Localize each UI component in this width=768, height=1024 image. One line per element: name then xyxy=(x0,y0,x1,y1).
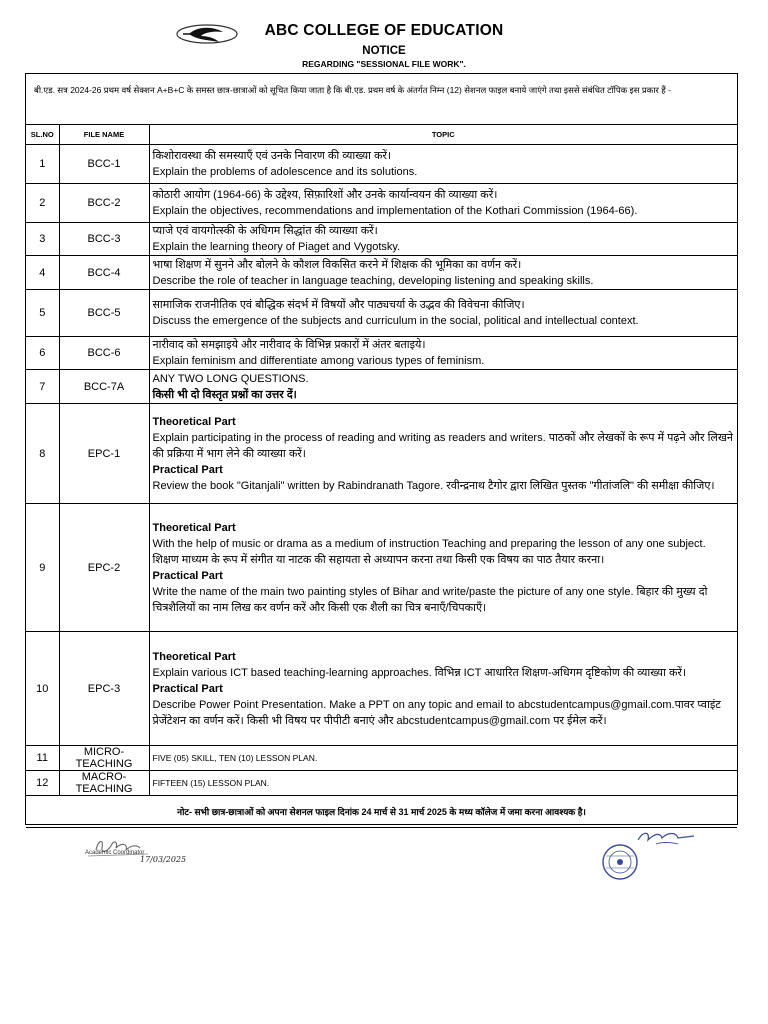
topic-line: सामाजिक राजनीतिक एवं बौद्धिक संदर्भ में विषयों और पाठ्यचर्या के उद्भव की विवेचना कीजिए। xyxy=(152,299,525,311)
topic-line: कोठारी आयोग (1964-66) के उद्देश्य, सिफ़ारिशों और उनके कार्यान्वयन की व्याख्या करें। xyxy=(152,189,498,201)
row-file-name: MICRO-TEACHING xyxy=(59,746,149,771)
table-header-row xyxy=(26,125,737,145)
row-topic xyxy=(149,632,737,746)
topic-heading: Practical Part xyxy=(152,463,223,476)
table-row xyxy=(26,404,737,504)
college-name: ABC COLLEGE OF EDUCATION xyxy=(264,22,504,39)
row-sl-no: 1 xyxy=(26,145,59,184)
topic-line: FIFTEEN (15) LESSON PLAN. xyxy=(152,778,270,788)
signature-title: Academic Coordinator xyxy=(85,850,145,856)
row-sl-no: 12 xyxy=(26,771,59,796)
topic-heading: Practical Part xyxy=(152,569,223,582)
row-topic xyxy=(149,184,737,223)
intro-paragraph: बी.एड. सत्र 2024-26 प्रथम वर्ष सेक्शन A+B+C के समस्त छात्र-छात्राओं को सूचित किया जाता है कि बी.एड. प्रथम वर्ष के अंतर्गत निम्न (12) सेशनल फाइल बनाये जाएंगे तथा इससे संबंधित टॉपिक इस प्रकार हैं - xyxy=(26,74,737,125)
topic-line: Write the name of the main two painting styles of Bihar and write/paste the picture of any one style. बिहार की मुख्य दो चित्रशैलियों का नाम लिख कर वर्णन करें और किसी एक शैली का चित्र बनाएँ/चिपकाएँ। xyxy=(152,585,708,614)
footer-note-row xyxy=(26,796,737,828)
row-topic xyxy=(149,771,737,796)
notice-subject: REGARDING "SESSIONAL FILE WORK". xyxy=(302,59,466,69)
topic-line: With the help of music or drama as a medium of instruction Teaching and preparing the lesson of any one subject. शिक्षण माध्यम के रूप में संगीत या नाटक की सहायता से अध्यापन करना तथा किसी एक विषय का पाठ तैयार करना। xyxy=(152,537,706,566)
row-file-name: BCC-4 xyxy=(59,256,149,290)
topic-line: Describe Power Point Presentation. Make a PPT on any topic and email to abcstudentcampus@gmail.com.पावर प्वाइंट प्रेजेंटेशन का वर्णन करें। किसी भी विषय पर पीपीटी बनाएं और abcstudentcampus@gmail.com पर ईमेल करें। xyxy=(152,698,721,727)
row-file-name: BCC-6 xyxy=(59,337,149,370)
table-row xyxy=(26,337,737,370)
header-topic: TOPIC xyxy=(149,125,737,145)
header-file-name: FILE NAME xyxy=(59,125,149,145)
table-row xyxy=(26,771,737,796)
topic-line: Explain the problems of adolescence and its solutions. xyxy=(152,166,418,178)
row-file-name: EPC-2 xyxy=(59,504,149,632)
row-sl-no: 11 xyxy=(26,746,59,771)
row-topic xyxy=(149,256,737,290)
table-row xyxy=(26,504,737,632)
row-file-name: EPC-1 xyxy=(59,404,149,504)
topic-line: Review the book "Gitanjali" written by Rabindranath Tagore. रवीन्द्रनाथ टैगोर द्वारा लिखित पुस्तक "गीतांजलि" की समीक्षा कीजिए। xyxy=(152,479,715,492)
topic-line: ANY TWO LONG QUESTIONS. xyxy=(152,373,309,385)
signature-date: 17/03/2025 xyxy=(140,855,187,864)
row-file-name: BCC-2 xyxy=(59,184,149,223)
row-sl-no: 3 xyxy=(26,223,59,256)
topic-line: भाषा शिक्षण में सुनने और बोलने के कौशल विकसित करने में शिक्षक की भूमिका का वर्णन करें। xyxy=(152,258,522,271)
table-row xyxy=(26,370,737,404)
row-topic xyxy=(149,337,737,370)
row-file-name: BCC-3 xyxy=(59,223,149,256)
row-file-name: BCC-7A xyxy=(59,370,149,404)
sessional-files-table xyxy=(26,125,737,828)
row-topic xyxy=(149,145,737,184)
topic-line: Explain participating in the process of reading and writing as readers and writers. पाठकों और लेखकों के रूप में पढ़ने और लिखने की प्रक्रिया में भाग लेने की व्याख्या करें। xyxy=(152,431,733,460)
row-topic xyxy=(149,746,737,771)
row-sl-no: 9 xyxy=(26,504,59,632)
row-sl-no: 4 xyxy=(26,256,59,290)
topic-line: Discuss the emergence of the subjects and curriculum in the social, political and intellectual context. xyxy=(152,315,639,327)
table-row xyxy=(26,632,737,746)
row-sl-no: 6 xyxy=(26,337,59,370)
row-file-name: EPC-3 xyxy=(59,632,149,746)
topic-heading: Theoretical Part xyxy=(152,650,236,663)
table-row xyxy=(26,256,737,290)
row-topic xyxy=(149,223,737,256)
row-topic xyxy=(149,370,737,404)
notice-frame xyxy=(25,73,738,825)
topic-line: Explain the objectives, recommendations and implementation of the Kothari Commission (1964-66). xyxy=(152,205,638,217)
row-file-name: MACRO-TEACHING xyxy=(59,771,149,796)
topic-line: Describe the role of teacher in language teaching, developing listening and speaking skills. xyxy=(152,274,594,287)
submission-note: नोट- सभी छात्र-छात्राओं को अपना सेशनल फाइल दिनांक 24 मार्च से 31 मार्च 2025 के मध्य कॉलेज में जमा करना आवश्यक है। xyxy=(26,796,737,828)
table-row xyxy=(26,290,737,337)
row-sl-no: 5 xyxy=(26,290,59,337)
topic-line: Explain feminism and differentiate among various types of feminism. xyxy=(152,355,485,367)
row-file-name: BCC-1 xyxy=(59,145,149,184)
table-row xyxy=(26,184,737,223)
row-sl-no: 2 xyxy=(26,184,59,223)
row-sl-no: 10 xyxy=(26,632,59,746)
row-sl-no: 8 xyxy=(26,404,59,504)
row-topic xyxy=(149,290,737,337)
topic-heading: Practical Part xyxy=(152,682,223,695)
row-topic xyxy=(149,404,737,504)
principal-seal-and-signature xyxy=(598,826,718,886)
topic-line: FIVE (05) SKILL, TEN (10) LESSON PLAN. xyxy=(152,753,318,763)
table-row xyxy=(26,145,737,184)
row-sl-no: 7 xyxy=(26,370,59,404)
topic-heading: Theoretical Part xyxy=(152,415,236,428)
topic-heading: किसी भी दो विस्तृत प्रश्नों का उत्तर दें। xyxy=(152,389,297,401)
topic-heading: Theoretical Part xyxy=(152,521,236,534)
topic-line: Explain various ICT based teaching-learning approaches. विभिन्न ICT आधारित शिक्षण-अधिगम दृष्टिकोण की व्याख्या करें। xyxy=(152,666,687,679)
header-sl-no: SL.NO xyxy=(26,125,59,145)
table-row xyxy=(26,223,737,256)
row-file-name: BCC-5 xyxy=(59,290,149,337)
topic-line: किशोरावस्था की समस्याएँ एवं उनके निवारण की व्याख्या करें। xyxy=(152,150,392,162)
topic-line: Explain the learning theory of Piaget and Vygotsky. xyxy=(152,241,401,253)
row-topic xyxy=(149,504,737,632)
topic-line: प्याजे एवं वायगोत्स्की के अधिगम सिद्धांत की व्याख्या करें। xyxy=(152,225,378,237)
topic-line: नारीवाद को समझाइये और नारीवाद के विभिन्न प्रकारों में अंतर बताइये। xyxy=(152,339,426,351)
table-row xyxy=(26,746,737,771)
notice-title: NOTICE xyxy=(362,45,406,57)
